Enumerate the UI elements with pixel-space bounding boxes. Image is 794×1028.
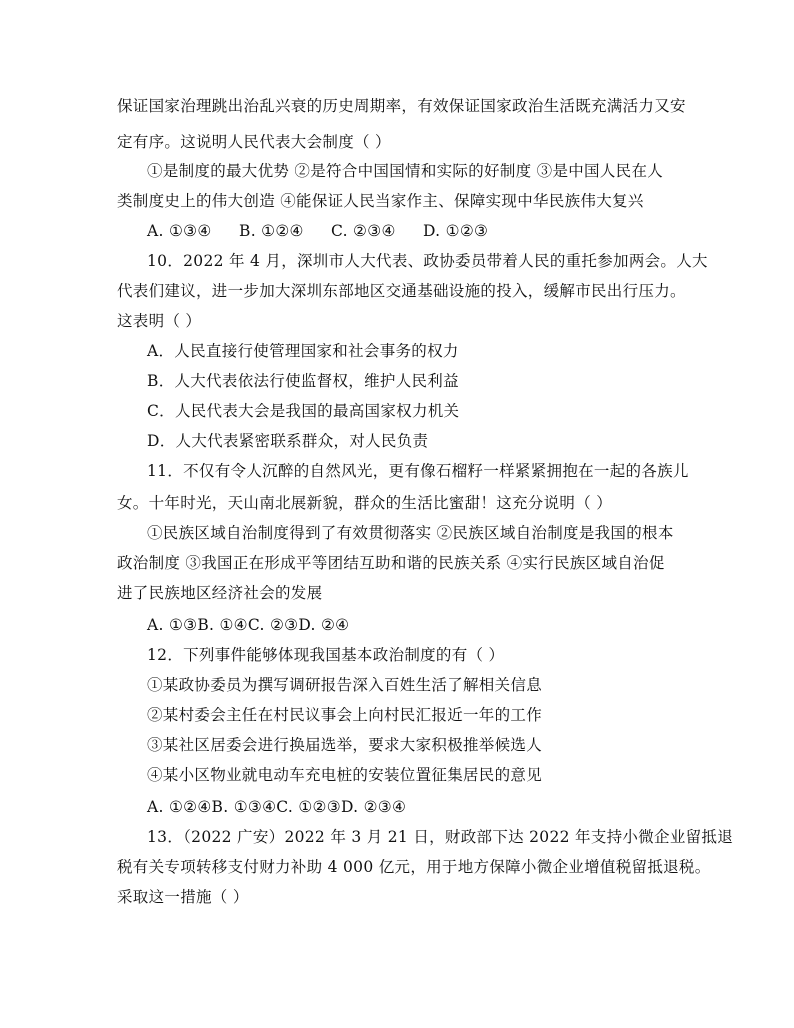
q13-text-line-2: 税有关专项转移支付财力补助 4 000 亿元，用于地方保障小微企业增值税留抵退税。 (117, 858, 711, 876)
q11-option-d: D. ②④ (298, 616, 350, 634)
q12-statement-2: ②某村委会主任在村民议事会上向村民汇报近一年的工作 (147, 706, 543, 724)
q13-text-line-3: 采取这一措施（ ） (117, 888, 249, 906)
q12-option-a: A. ①②④ (147, 798, 212, 816)
q12-statement-3: ③某社区居委会进行换届选举，要求大家积极推举候选人 (147, 736, 543, 754)
q12-option-c: C. ①②③ (276, 798, 341, 816)
q11-options (147, 610, 707, 640)
q10-text-line-1: 10．2022 年 4 月，深圳市人大代表、政协委员带着人民的重托参加两会。人大 (147, 252, 708, 270)
q9-option-b: B. ①②④ (239, 222, 304, 240)
q12-option-d: D. ②③④ (340, 798, 407, 816)
q9-text-line-1: 保证国家治理跳出治乱兴衰的历史周期率，有效保证国家政治生活既充满活力又安 (117, 97, 686, 115)
q10-text-line-3: 这表明（ ） (117, 312, 202, 330)
q11-statement-line-1: ①民族区域自治制度得到了有效贯彻落实 ②民族区域自治制度是我国的根本 (147, 524, 674, 542)
q9-option-d: D. ①②③ (423, 222, 489, 240)
q9-option-a: A. ①③④ (147, 222, 212, 240)
q12-text-line-1: 12．下列事件能够体现我国基本政治制度的有（ ） (147, 646, 505, 664)
q10-option-d: D．人大代表紧密联系群众，对人民负责 (147, 432, 429, 450)
q12-option-b: B. ①③④ (211, 798, 277, 816)
q13-text-line-1: 13．（2022 广安）2022 年 3 月 21 日，财政部下达 2022 年支持小微企业留抵退 (147, 828, 734, 846)
q10-option-a: A．人民直接行使管理国家和社会事务的权力 (147, 342, 459, 360)
q9-option-c: C. ②③④ (331, 222, 396, 240)
q9-options (147, 216, 707, 246)
q11-option-a: A. ①③ (147, 616, 198, 634)
q10-text-line-2: 代表们建议，进一步加大深圳东部地区交通基础设施的投入，缓解市民出行压力。 (117, 282, 686, 300)
q10-option-c: C．人民代表大会是我国的最高国家权力机关 (147, 402, 460, 420)
q11-option-b: B. ①④ (197, 616, 248, 634)
q10-option-b: B．人大代表依法行使监督权，维护人民利益 (147, 372, 459, 390)
q9-statement-line-2: 类制度史上的伟大创造 ④能保证人民当家作主、保障实现中华民族伟大复兴 (117, 192, 644, 210)
q11-statement-line-2: 政治制度 ③我国正在形成平等团结互助和谐的民族关系 ④实行民族区域自治促 (117, 554, 665, 572)
q11-text-line-2: 女。十年时光，天山南北展新貌，群众的生活比蜜甜！这充分说明（ ） (117, 494, 613, 512)
q9-text-line-2: 定有序。这说明人民代表大会制度（ ） (117, 133, 391, 151)
q9-statement-line-1: ①是制度的最大优势 ②是符合中国国情和实际的好制度 ③是中国人民在人 (147, 162, 664, 180)
q11-option-c: C. ②③ (247, 616, 299, 634)
q11-statement-line-3: 进了民族地区经济社会的发展 (117, 584, 323, 602)
q12-statement-1: ①某政协委员为撰写调研报告深入百姓生活了解相关信息 (147, 676, 543, 694)
q12-statement-4: ④某小区物业就电动车充电桩的安装位置征集居民的意见 (147, 766, 543, 784)
q11-text-line-1: 11．不仅有令人沉醉的自然风光，更有像石榴籽一样紧紧拥抱在一起的各族儿 (147, 462, 689, 480)
q12-options (147, 792, 707, 822)
